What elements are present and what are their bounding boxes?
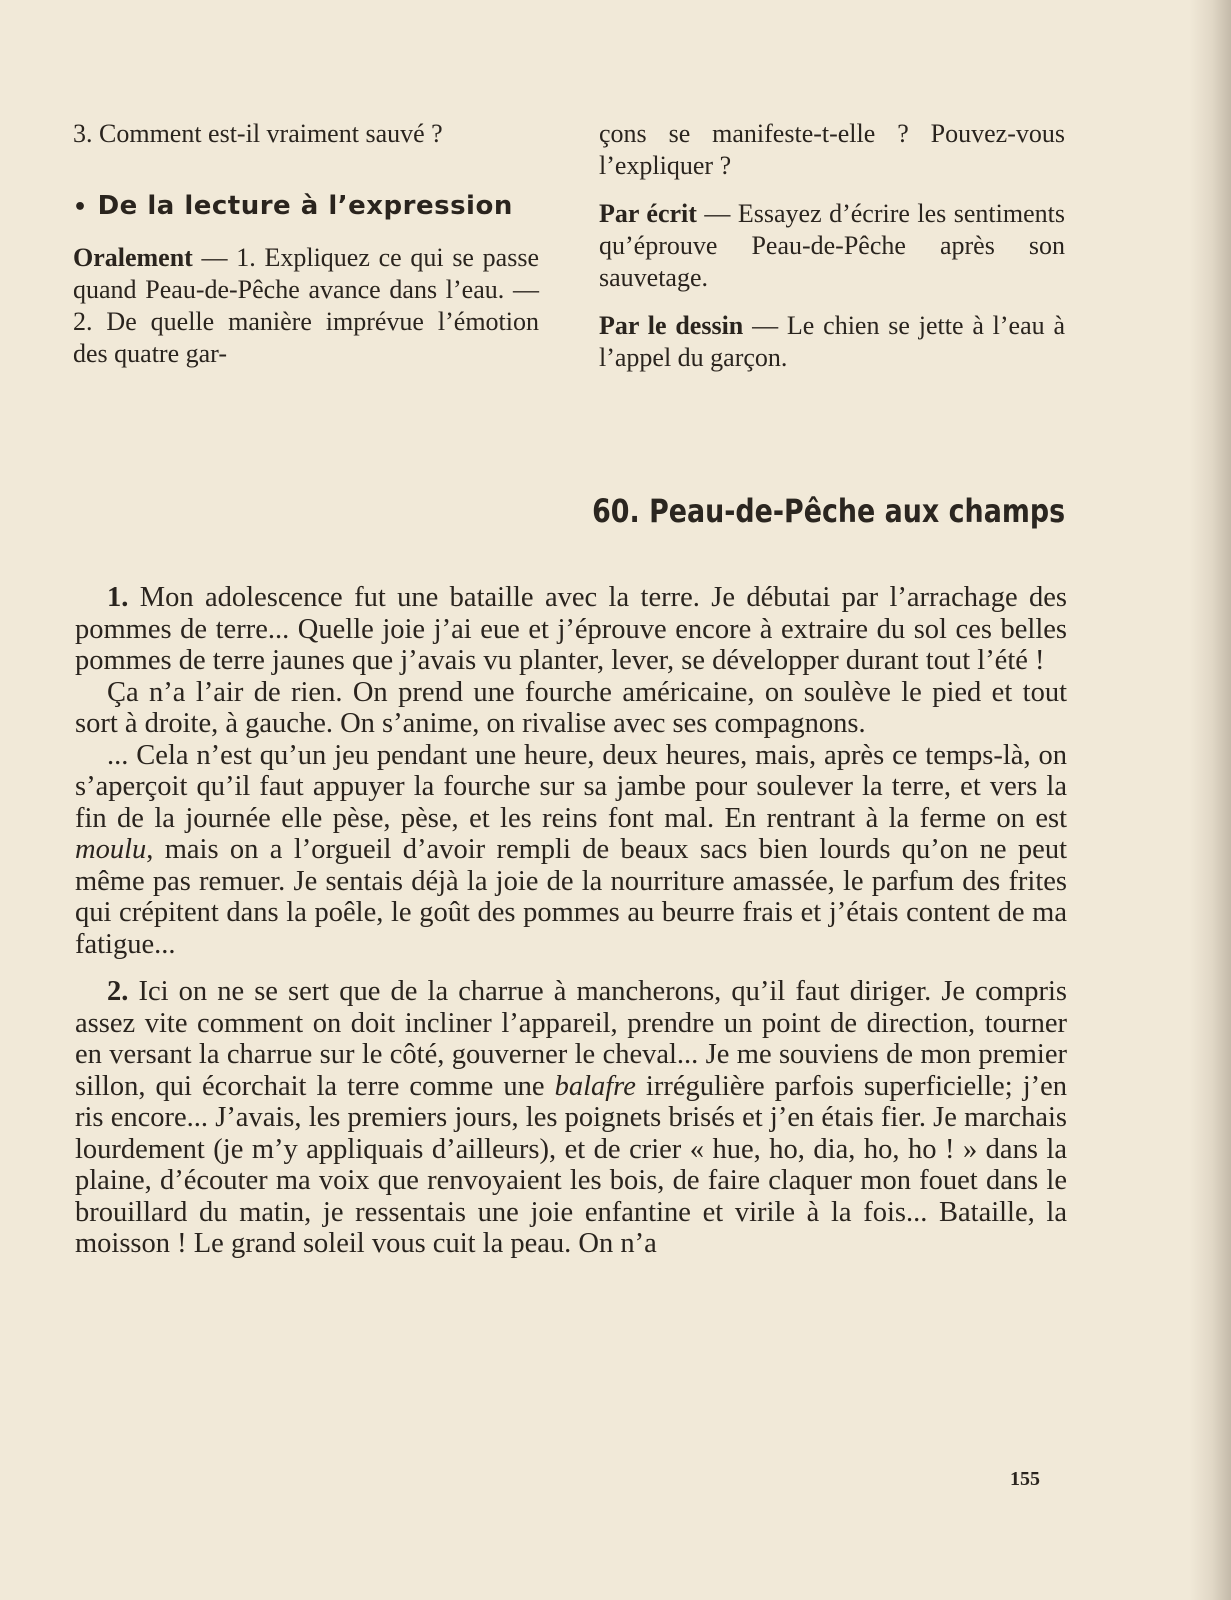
oral-label: Oralement bbox=[73, 243, 193, 272]
italic-word-moulu: moulu bbox=[75, 834, 147, 865]
expression-heading-text: De la lecture à l’expression bbox=[97, 191, 513, 221]
written-label: Par écrit bbox=[599, 199, 697, 228]
paragraph-1 bbox=[75, 582, 1067, 677]
paragraph-4-text-b: irrégulière parfois superficielle; j’en ris encore... J’avais, les premiers jours, les poignets brisés et j’en étais fier. Je marchais lourdement (je m’y appliquais d’ailleurs), et de crier « hue, ho, dia, ho, ho ! » dans la plaine, d’écouter ma voix que renvoyaient les bois, de faire claquer mon fouet dans le brouillard du matin, je ressentais une joie enfantine et virile à la fois... Bataille, la moisson ! Le grand soleil vous cuit la peau. On n’a bbox=[75, 1070, 1068, 1259]
page-spine-shadow bbox=[1189, 0, 1231, 1600]
drawing-label: Par le dessin bbox=[599, 311, 744, 340]
page-number: 155 bbox=[1010, 1468, 1040, 1490]
paragraph-3-text-a: ... Cela n’est qu’un jeu pendant une heure, deux heures, mais, après ce temps-là, on s’aperçoit qu’il faut appuyer la fourche sur sa jambe pour soulever la terre, et vers la fin de la journée elle pèse, pèse, et les reins font mal. En rentrant à la ferme on est bbox=[75, 739, 1067, 834]
section-number-2: 2. bbox=[107, 976, 129, 1007]
written-exercise bbox=[599, 198, 1065, 294]
paragraph-2: Ça n’a l’air de rien. On prend une fourche américaine, on soulève le pied et tout sort à droite, à gauche. On s’anime, on rivalise avec ses compagnons. bbox=[75, 676, 1067, 739]
oral-text-part1: — 1. Expliquez ce qui se passe quand Peau-de-Pêche avance dans l’eau. — 2. De quelle manière imprévue l’émotion des quatre gar bbox=[73, 243, 539, 368]
questions-left-column bbox=[73, 118, 539, 374]
drawing-text: — Le chien se jette à l’eau à l’appel du garçon. bbox=[599, 311, 1065, 372]
questions-section bbox=[73, 118, 1065, 374]
paragraph-4 bbox=[75, 976, 1067, 1260]
bullet-icon: • bbox=[73, 195, 88, 220]
oral-text-part2: çons se manifeste-t-elle ? Pouvez-vous l’expliquer ? bbox=[599, 119, 1065, 180]
section-number-1: 1. bbox=[107, 582, 129, 613]
paragraph-4-text-a: Ici on ne se sert que de la charrue à mancherons, qu’il faut diriger. Je compris assez vite comment on doit incliner l’appareil, prendre un point de direction, tourner en versant la charrue sur le côté, gouverner le cheval... Je me souviens de mon premier sillon, qui écorchait la terre comme une bbox=[75, 976, 1067, 1102]
chapter-title: 60. Peau-de-Pêche aux champs bbox=[592, 492, 1065, 530]
questions-right-column bbox=[599, 118, 1065, 374]
paragraph-3 bbox=[75, 740, 1067, 961]
chapter-text bbox=[75, 582, 1067, 1260]
expression-heading bbox=[73, 190, 539, 224]
italic-word-balafre: balafre bbox=[554, 1070, 636, 1102]
paragraph-3-text-b: , mais on a l’orgueil d’avoir rempli de beaux sacs bien lourds qu’on ne peut même pas remuer. Je sentais déjà la joie de la nourriture amassée, le parfum des frites qui crépitent dans la poêle, le goût des pommes au beurre frais et j’étais content de ma fatigue... bbox=[75, 834, 1067, 960]
drawing-exercise bbox=[599, 310, 1065, 374]
paragraph-1-text: Mon adolescence fut une bataille avec la terre. Je débutai par l’arrachage des pommes de terre... Quelle joie j’ai eue et j’éprouve encore à extraire du sol ces belles pommes de terre jaunes que j’avais vu planter, lever, se développer durant tout l’été ! bbox=[75, 582, 1067, 676]
oral-exercise: Oralement — 1. Expliquez ce qui se passe quand Peau-de-Pêche avance dans l’eau. — 2. De quelle manière imprévue l’émotion des quatre gar- bbox=[73, 243, 539, 368]
question-3: 3. Comment est-il vraiment sauvé ? bbox=[73, 119, 443, 148]
written-text: — Essayez d’écrire les sentiments qu’éprouve Peau-de-Pêche après son sauvetage. bbox=[599, 199, 1065, 292]
